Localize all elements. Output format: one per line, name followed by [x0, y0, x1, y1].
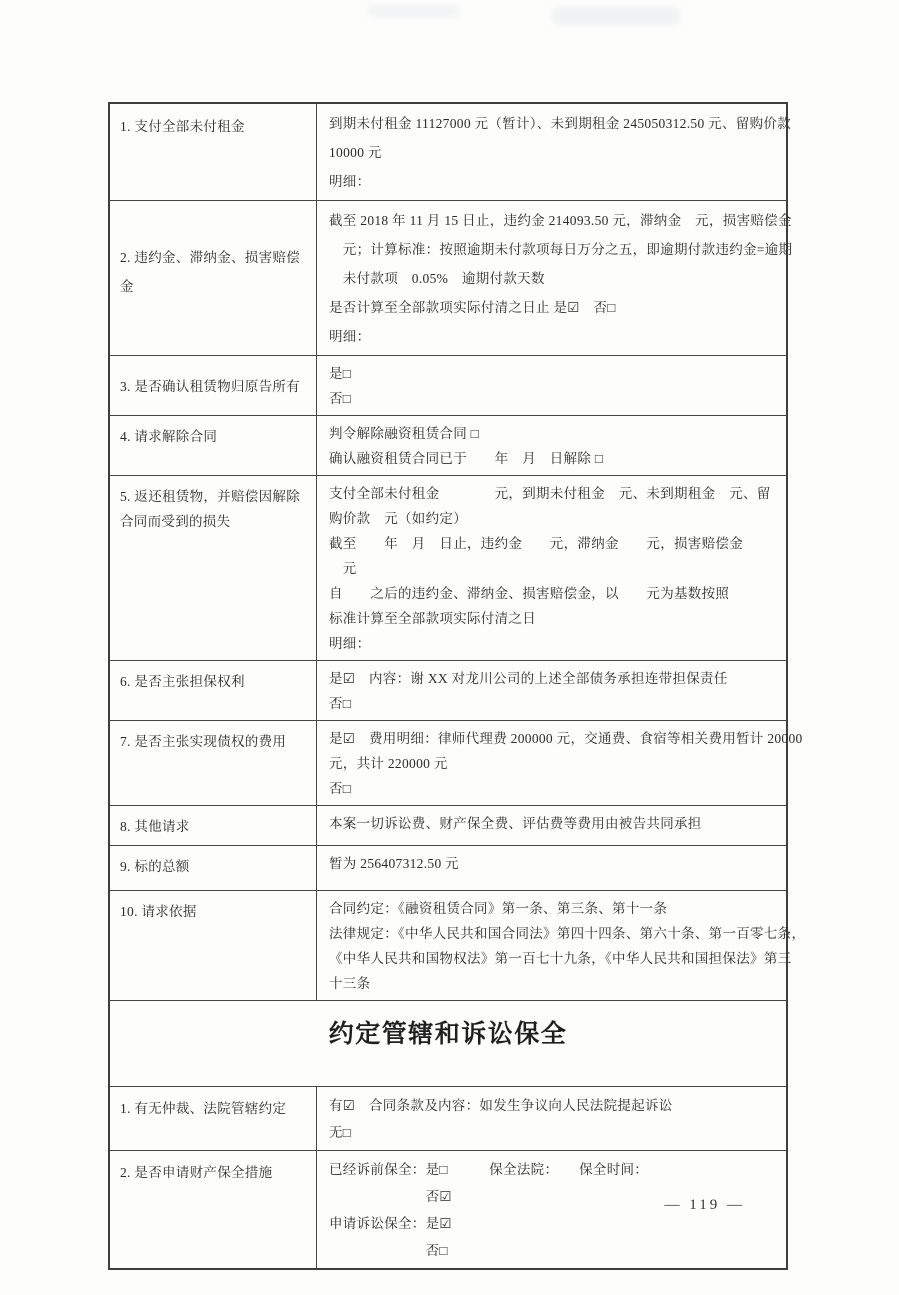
claims-row-label-cell	[110, 806, 317, 845]
claims-row-label-cell	[110, 721, 317, 805]
claims-row-label-cell	[110, 661, 317, 720]
claims-row-label: 8. 其他请求	[120, 819, 190, 834]
claims-row-label: 6. 是否主张担保权利	[120, 674, 245, 689]
claims-row-label-cell	[110, 356, 317, 415]
claims-row-content-cell	[317, 721, 811, 805]
jurisdiction-section	[110, 1086, 786, 1268]
content-line: 本案一切诉讼费、财产保全费、评估费等费用由被告共同承担	[329, 816, 702, 831]
content-line: 未付款项 0.05% 逾期付款天数	[329, 271, 545, 286]
content-line: 自 之后的违约金、滞纳金、损害赔偿金，以 元为基数按照	[329, 586, 730, 601]
content-line: 截至 年 月 日止，违约金 元，滞纳金 元，损害赔偿金	[329, 536, 743, 551]
scan-artifact	[368, 6, 460, 16]
claims-row-label: 1. 支付全部未付租金	[120, 119, 245, 134]
claim-form-table	[108, 102, 806, 1270]
content-line: 元，共计 220000 元	[329, 756, 448, 771]
content-line: 元	[329, 561, 357, 576]
claims-row-label-cell	[110, 476, 317, 660]
jurisdiction-row-label-cell	[110, 1151, 317, 1268]
claims-row-label-cell	[110, 104, 317, 200]
content-line: 是否计算至全部款项实际付清之日止 是☑ 否□	[329, 300, 616, 315]
content-line: 明细：	[329, 174, 371, 189]
content-line: 否☑	[329, 1189, 452, 1204]
content-line: 是☑ 费用明细：律师代理费 200000 元，交通费、食宿等相关费用暂计 20000	[329, 731, 803, 746]
claims-row-label: 10. 请求依据	[120, 904, 197, 919]
claims-section	[110, 104, 806, 1000]
content-line: 否□	[329, 696, 352, 711]
content-line: 已经诉前保全：是□ 保全法院： 保全时间：	[329, 1162, 649, 1177]
claims-row-content-cell	[317, 356, 786, 415]
content-line: 否□	[329, 781, 352, 796]
content-line: 到期未付租金 11127000 元（暂计）、未到期租金 245050312.50 元、留购价款	[329, 116, 791, 131]
claims-row	[110, 845, 786, 890]
content-line: 判令解除融资租赁合同 □	[329, 426, 480, 441]
claims-row-label-cell	[110, 891, 317, 1000]
claims-row	[110, 200, 793, 355]
content-line: 《中华人民共和国物权法》第一百七十九条，《中华人民共和国担保法》第三	[329, 951, 792, 966]
content-line: 法律规定：《中华人民共和国合同法》第四十四条、第六十条、第一百零七条，	[329, 926, 806, 941]
content-line: 明细：	[329, 636, 371, 651]
claims-row-content-cell	[317, 416, 786, 475]
content-line: 确认融资租赁合同已于 年 月 日解除 □	[329, 451, 604, 466]
claims-row-label: 4. 请求解除合同	[120, 429, 218, 444]
claims-row-label: 7. 是否主张实现债权的费用	[120, 734, 287, 749]
claims-row-content-cell	[317, 476, 786, 660]
content-line: 元；计算标准：按照逾期未付款项每日万分之五，即逾期付款违约金=逾期	[329, 242, 793, 257]
claims-row-content-cell	[317, 846, 786, 890]
content-line: 明细：	[329, 329, 371, 344]
claims-row-content-cell	[317, 806, 786, 845]
jurisdiction-row-label: 2. 是否申请财产保全措施	[120, 1165, 273, 1180]
content-line: 有☑ 合同条款及内容：如发生争议向人民法院提起诉讼	[329, 1098, 673, 1113]
claims-row-label-cell	[110, 201, 317, 355]
claims-row-content-cell	[317, 104, 799, 200]
content-line: 标准计算至全部款项实际付清之日	[329, 611, 536, 626]
claims-row	[110, 104, 791, 200]
claims-row-label: 3. 是否确认租赁物归原告所有	[120, 379, 300, 394]
content-line: 十三条	[329, 976, 371, 991]
claims-row	[110, 720, 803, 805]
claims-row-content-cell	[317, 201, 800, 355]
jurisdiction-section-title: 约定管辖和诉讼保全	[328, 1021, 568, 1048]
jurisdiction-row-label: 1. 有无仲裁、法院管辖约定	[120, 1101, 287, 1116]
claims-row	[110, 660, 786, 720]
claims-row-label: 2. 违约金、滞纳金、损害赔偿金	[120, 250, 300, 294]
content-line: 截至 2018 年 11 月 15 日止，违约金 214093.50 元，滞纳金 元，损害赔偿金	[329, 213, 792, 228]
content-line: 无□	[329, 1125, 352, 1140]
content-line: 是☑ 内容：谢 XX 对龙川公司的上述全部债务承担连带担保责任	[329, 671, 728, 686]
claims-row	[110, 415, 786, 475]
content-line: 申请诉讼保全：是☑	[329, 1216, 452, 1231]
claims-row-label-cell	[110, 416, 317, 475]
content-line: 合同约定：《融资租赁合同》第一条、第三条、第十一条	[329, 901, 668, 916]
content-line: 购价款 元（如约定）	[329, 511, 467, 526]
content-line: 是□	[329, 366, 352, 381]
content-line: 暂为 256407312.50 元	[329, 856, 459, 871]
claims-row	[110, 805, 786, 845]
claims-row-label: 5. 返还租赁物，并赔偿因解除合同而受到的损失	[120, 489, 300, 529]
jurisdiction-section-header	[110, 1000, 786, 1086]
content-line: 10000 元	[329, 145, 382, 160]
claims-row-content-cell	[317, 891, 813, 1000]
jurisdiction-row-label-cell	[110, 1087, 317, 1150]
claims-row-label-cell	[110, 846, 317, 890]
content-line: 支付全部未付租金 元，到期未付租金 元、未到期租金 元、留	[329, 486, 771, 501]
claims-row	[110, 355, 786, 415]
content-line: 否□	[329, 1243, 448, 1258]
jurisdiction-row-content-cell	[317, 1087, 786, 1150]
page-number: — 119 —	[664, 1197, 745, 1213]
claims-row-label: 9. 标的总额	[120, 859, 190, 874]
scan-artifact	[552, 8, 680, 24]
claims-row-content-cell	[317, 661, 786, 720]
content-line: 否□	[329, 391, 352, 406]
jurisdiction-row	[110, 1086, 786, 1150]
claims-row	[110, 890, 806, 1000]
claims-row	[110, 475, 786, 660]
